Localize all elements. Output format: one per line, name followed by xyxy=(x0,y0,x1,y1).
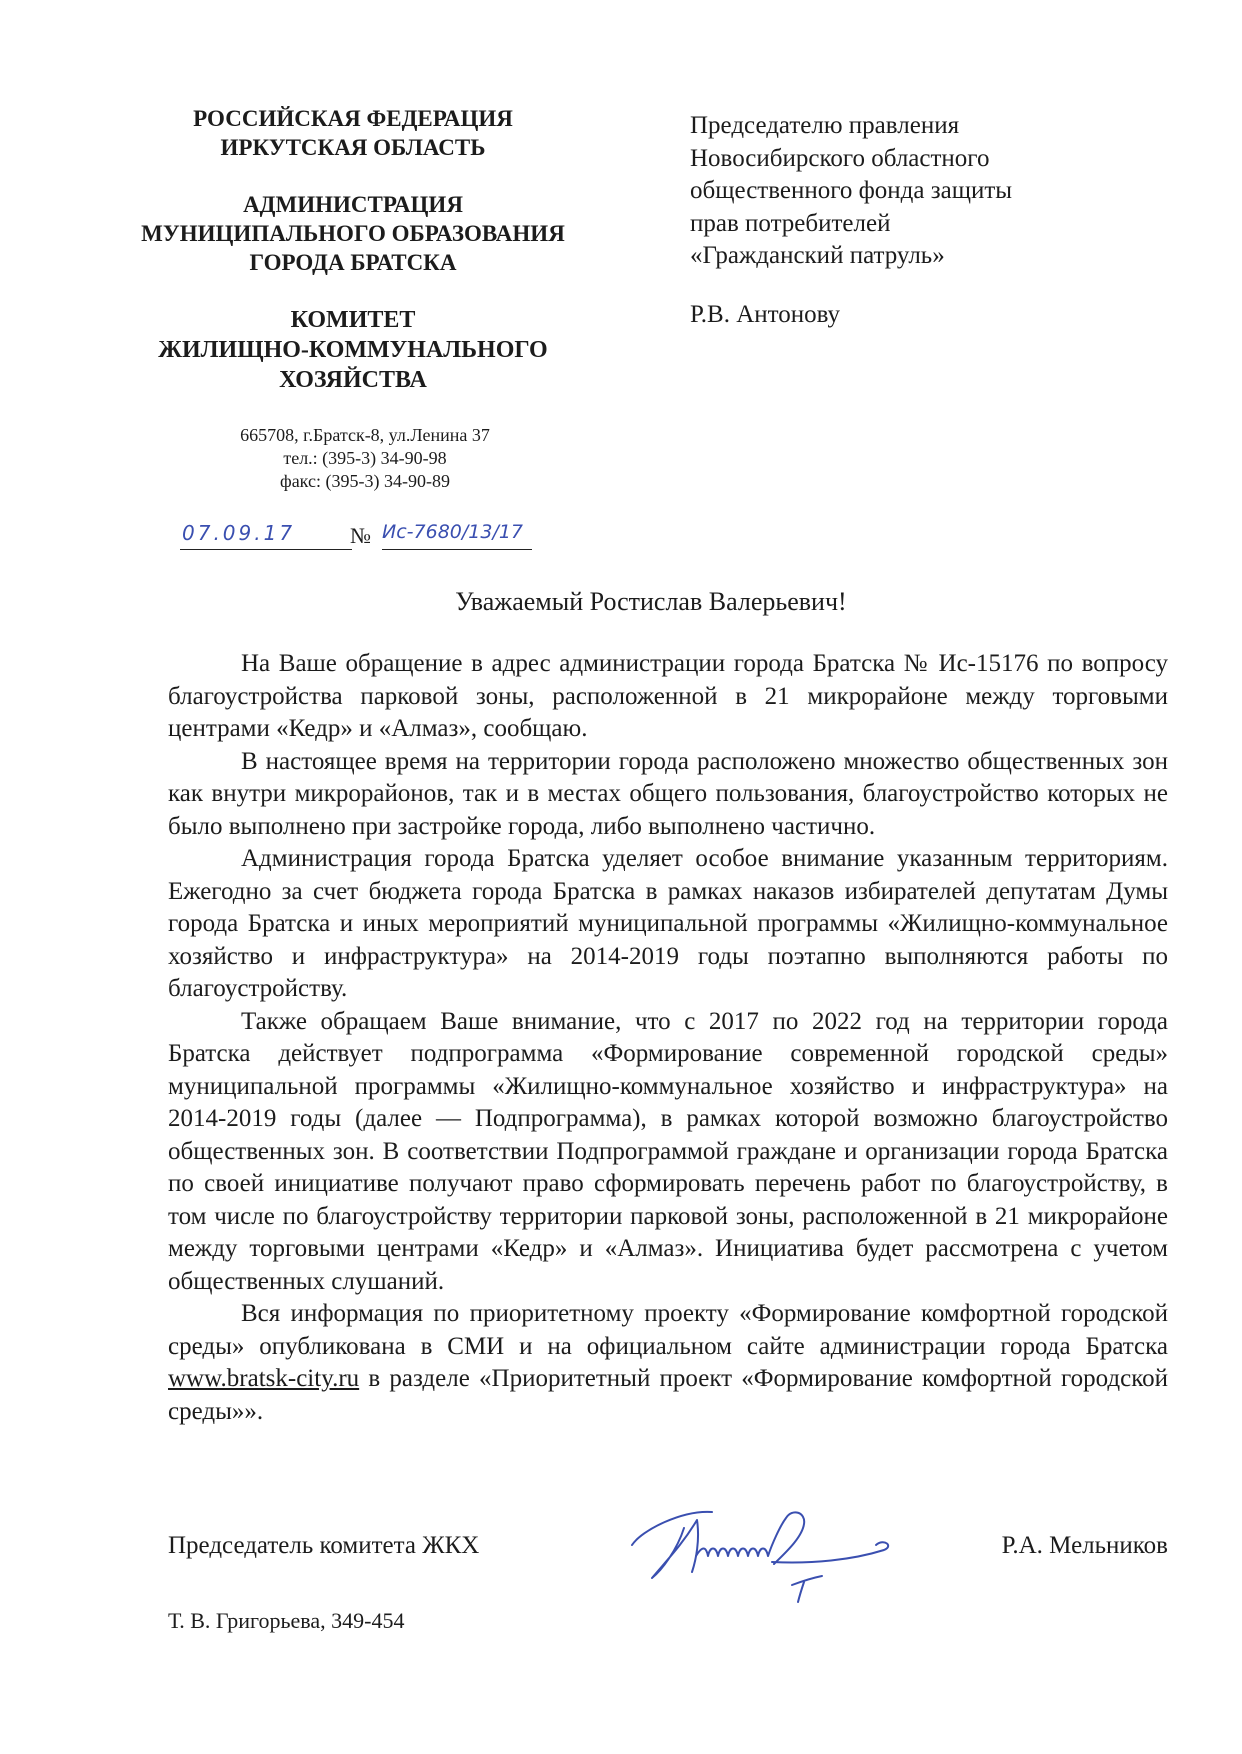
sender-committee-economy: ХОЗЯЙСТВА xyxy=(279,367,427,393)
paragraph-5 xyxy=(168,1298,1168,1428)
paragraph-1: На Ваше обращение в адрес администрации города Братска № Ис-15176 по вопросу благоустройства парковой зоны, расположенной в 21 микрорайоне между торговыми центрами «Кедр» и «Алмаз», сообщаю. xyxy=(168,650,1168,742)
paragraph-4: Также обращаем Ваше внимание, что с 2017 по 2022 год на территории города Братска действует подпрограмма «Формирование современной городской среды» муниципальной программы «Жилищно-коммунальное хозяйство и инфраструктура» на 2014-2019 годы (далее — Подпрограмма), в рамках которой возможно благоустройство общественных зон. В соответствии Подпрограммой граждане и организации города Братска по своей инициативе получают право сформировать перечень работ по благоустройству, в том числе по благоустройству территории парковой зоны, расположенной в 21 микрорайоне между торговыми центрами «Кедр» и «Алмаз». Инициатива будет рассмотрена с учетом общественных слушаний. xyxy=(168,1007,1168,1295)
paragraph-2: В настоящее время на территории города расположено множество общественных зон как внутри микрорайонов, так и в местах общего пользования, благоустройство которых не было выполнено при застройке города, либо выполнено частично. xyxy=(168,747,1168,840)
sender-municipal: МУНИЦИПАЛЬНОГО ОБРАЗОВАНИЯ xyxy=(141,221,565,246)
recipient-line-3: общественного фонда защиты xyxy=(690,177,1013,204)
sender-fax: факс: (395-3) 34-90-89 xyxy=(280,471,450,491)
sender-city: ГОРОДА БРАТСКА xyxy=(249,250,457,275)
sender-committee-housing: ЖИЛИЩНО-КОММУНАЛЬНОГО xyxy=(158,337,548,363)
registration-line xyxy=(180,521,540,555)
website-link[interactable]: www.bratsk-city.ru xyxy=(168,1365,360,1392)
executor-line: Т. В. Григорьева, 349-454 xyxy=(168,1608,405,1633)
sender-address: 665708, г.Братск-8, ул.Ленина 37 xyxy=(240,425,490,445)
signer-name: Р.А. Мельников xyxy=(1001,1532,1168,1559)
registration-number-label: № xyxy=(350,523,371,548)
recipient-line-1: Председателю правления xyxy=(690,112,960,139)
recipient-line-4: прав потребителей xyxy=(690,209,891,237)
recipient-line-5: «Гражданский патруль» xyxy=(690,242,945,269)
sender-phone: тел.: (395-3) 34-90-98 xyxy=(283,448,447,468)
signature-row xyxy=(168,1532,1168,1572)
paragraph-3: Администрация города Братска уделяет особое внимание указанным территориям. Ежегодно за счет бюджета города Братска в рамках наказов избирателей депутатам Думы города Братска и иных мероприятий муниципальной программы «Жилищно-коммунальное хозяйство и инфраструктура» на 2014-2019 годы поэтапно выполняются работы по благоустройству. xyxy=(168,845,1168,1002)
registration-date: 07.09.17 xyxy=(180,521,352,550)
registration-number: Ис-7680/13/17 xyxy=(382,521,532,550)
sender-admin: АДМИНИСТРАЦИЯ xyxy=(243,192,463,217)
sender-country: РОССИЙСКАЯ ФЕДЕРАЦИЯ xyxy=(193,106,513,131)
greeting-text: Уважаемый Ростислав Валерьевич! xyxy=(455,587,847,616)
paragraph-5-start: Вся информация по приоритетному проекту «Формирование комфортной городской среды» опубликована в СМИ и на официальном сайте администрации города Братска xyxy=(168,1300,1168,1360)
paragraph-5-end: в разделе «Приоритетный проект «Формирование комфортной городской среды»». xyxy=(168,1365,1168,1425)
recipient-name: Р.В. Антонову xyxy=(690,300,841,328)
sender-region: ИРКУТСКАЯ ОБЛАСТЬ xyxy=(220,135,486,160)
greeting xyxy=(0,587,1242,617)
letter-body xyxy=(168,648,1168,1428)
recipient-line-2: Новосибирского областного xyxy=(690,144,990,172)
sender-committee: КОМИТЕТ xyxy=(290,307,416,333)
signer-title: Председатель комитета ЖКХ xyxy=(168,1532,480,1559)
sender-header xyxy=(118,104,588,395)
sender-contacts xyxy=(180,424,550,493)
recipient-block xyxy=(690,110,1150,331)
